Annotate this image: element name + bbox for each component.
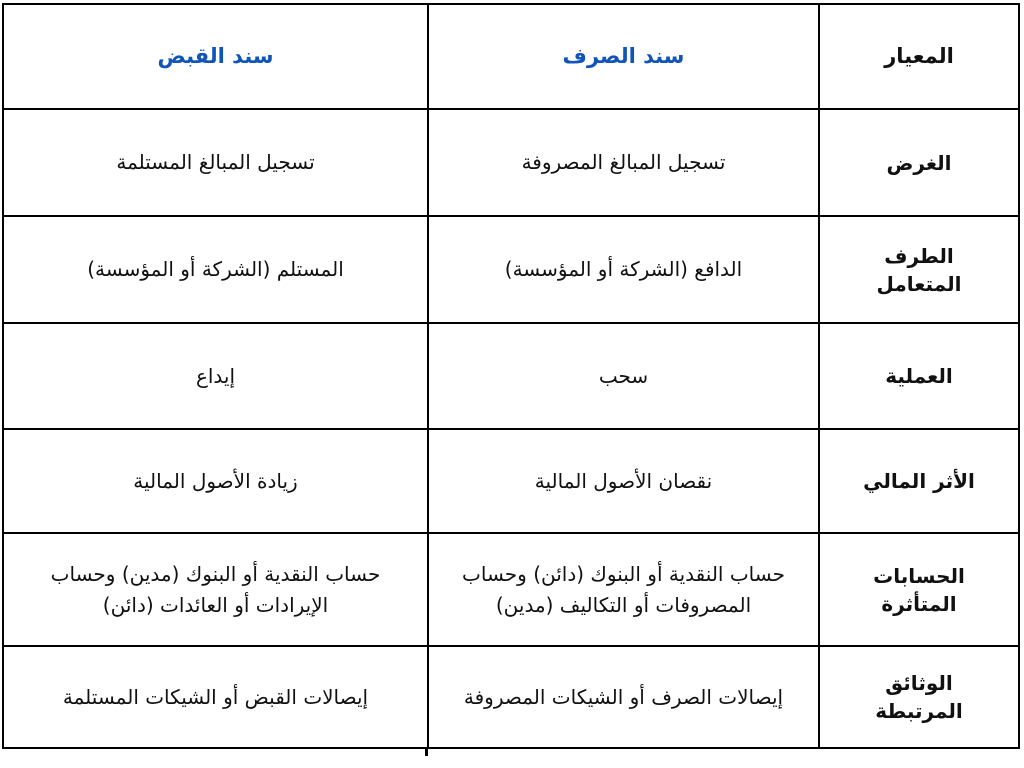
- payment-cell: الدافع (الشركة أو المؤسسة): [428, 216, 819, 323]
- header-receipt-voucher: سند القبض: [3, 4, 428, 109]
- receipt-cell: حساب النقدية أو البنوك (مدين) وحساب الإيرادات أو العائدات (دائن): [3, 533, 428, 646]
- criterion-label: الوثائق المرتبطة: [819, 646, 1019, 748]
- receipt-cell: إيداع: [3, 323, 428, 429]
- criterion-label: الأثر المالي: [819, 429, 1019, 533]
- receipt-cell: زيادة الأصول المالية: [3, 429, 428, 533]
- header-payment-voucher: سند الصرف: [428, 4, 819, 109]
- header-row: [3, 4, 1019, 109]
- divider-artifact: [425, 747, 428, 756]
- table-row-purpose: [3, 109, 1019, 216]
- payment-cell: إيصالات الصرف أو الشيكات المصروفة: [428, 646, 819, 748]
- header-criterion: المعيار: [819, 4, 1019, 109]
- table-row-related-documents: [3, 646, 1019, 748]
- criterion-label: الطرف المتعامل: [819, 216, 1019, 323]
- receipt-cell: إيصالات القبض أو الشيكات المستلمة: [3, 646, 428, 748]
- table-row-affected-accounts: [3, 533, 1019, 646]
- table-row-party: [3, 216, 1019, 323]
- receipt-cell: المستلم (الشركة أو المؤسسة): [3, 216, 428, 323]
- table-row-operation: [3, 323, 1019, 429]
- criterion-label: الحسابات المتأثرة: [819, 533, 1019, 646]
- table-row-financial-impact: [3, 429, 1019, 533]
- criterion-label: العملية: [819, 323, 1019, 429]
- payment-cell: تسجيل المبالغ المصروفة: [428, 109, 819, 216]
- receipt-cell: تسجيل المبالغ المستلمة: [3, 109, 428, 216]
- payment-cell: نقصان الأصول المالية: [428, 429, 819, 533]
- criterion-label: الغرض: [819, 109, 1019, 216]
- payment-cell: حساب النقدية أو البنوك (دائن) وحساب المصروفات أو التكاليف (مدين): [428, 533, 819, 646]
- payment-cell: سحب: [428, 323, 819, 429]
- voucher-comparison-table: [2, 3, 1020, 749]
